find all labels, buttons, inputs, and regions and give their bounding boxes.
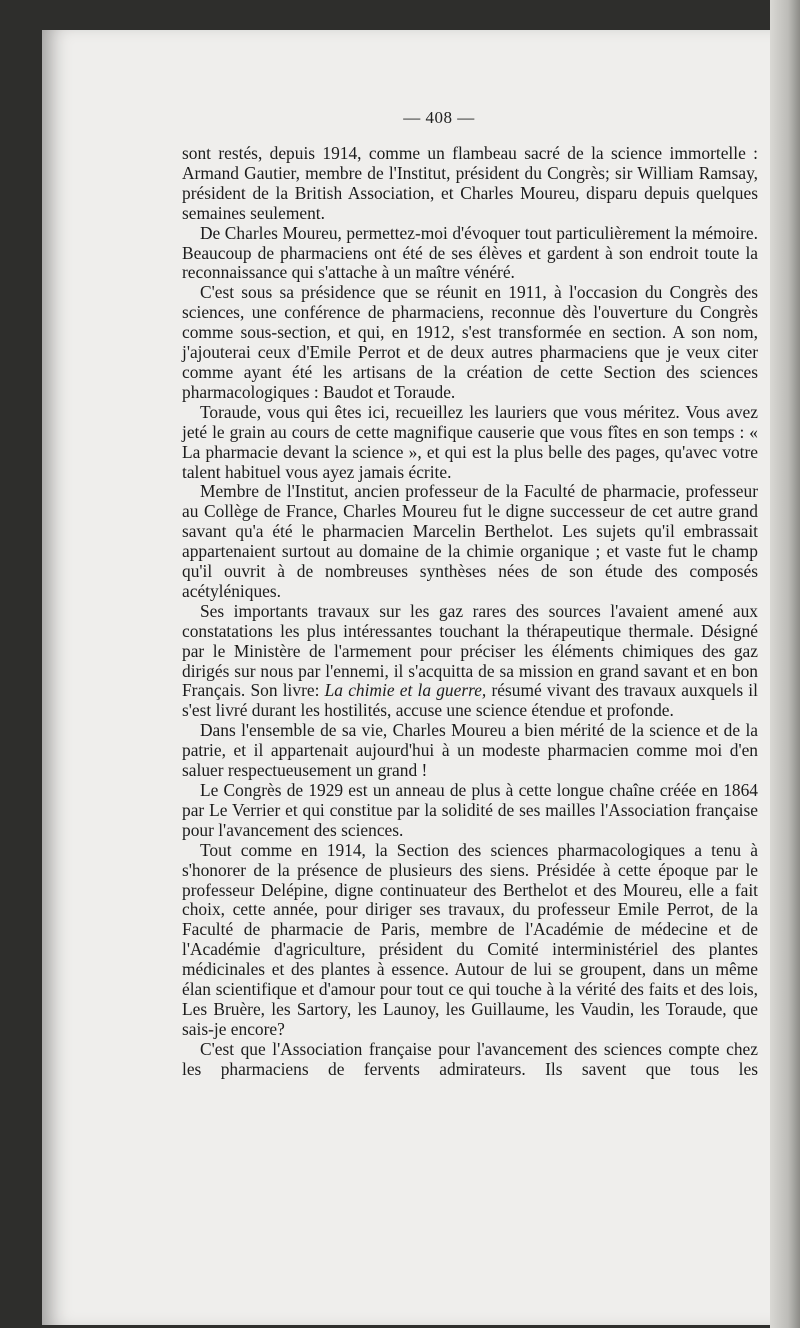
page-number: — 408 — [403,108,475,127]
paragraph-1: sont restés, depuis 1914, comme un flambeau sacré de la science immortelle : Armand Gautier, membre de l'Institut, président du Congrès; sir William Ramsay, président de la British Association, et Charles Moureu, disparu depuis quelques semaines seulement. [182,143,758,223]
paragraph-9: Tout comme en 1914, la Section des sciences pharmacologiques a tenu à s'honorer de la présence de plusieurs des siens. Présidée à cette époque par le professeur Delépine, digne continuateur des Berthelot et des Moureu, elle a fait choix, cette année, pour diriger ses travaux, du professeur Emile Perrot, de la Faculté de pharmacie de Paris, membre de l'Académie de médecine et de l'Académie d'agriculture, président du Comité interministériel des plantes médicinales et des plantes à essence. Autour de lui se groupent, dans un même élan scientifique et d'amour pour tout ce qui touche à la vérité des faits et des lois, Les Bruère, les Sartory, les Launoy, les Guillaume, les Vaudin, les Toraude, que sais-je encore? [182,839,758,1039]
paragraph-8: Le Congrès de 1929 est un anneau de plus à cette longue chaîne créée en 1864 par Le Verrier et qui constitue par la solidité de ses mailles l'Association française pour l'avancement des sciences. [182,780,758,840]
paragraph-5: Membre de l'Institut, ancien professeur de la Faculté de pharmacie, professeur au Collège de France, Charles Moureu fut le digne successeur de cet autre grand savant qu'a été le pharmacien Marcelin Berthelot. Les sujets qu'il embrassait appartenaient surtout au domaine de la chimie organique ; et vaste fut le champ qu'il ouvrit à de nombreuses synthèses nées de son étude des composés acétyléniques. [182,481,758,601]
paragraph-3: C'est sous sa présidence que se réunit en 1911, à l'occasion du Congrès des sciences, une conférence de pharmaciens, reconnue dès l'ouverture du Congrès comme sous-section, et qui, en 1912, s'est transformée en section. A son nom, j'ajouterai ceux d'Emile Perrot et de deux autres pharmaciens que je veux citer comme ayant été les artisans de la création de cette Section des sciences pharmacologiques : Baudot et Toraude. [182,282,758,402]
paragraph-6-start: Ses importants travaux sur les gaz rares des sources l'avaient amené aux constatations les plus intéressantes touchant la thérapeutique thermale. Désigné par le Ministère de l'armement pour préciser les éléments chimiques des gaz dirigés sur nous par l'ennemi, il s'acquitta de sa mission en grand savant et en bon Français. Son livre: [182,600,758,701]
body-text [182,144,758,1080]
paragraph-4: Toraude, vous qui êtes ici, recueillez les lauriers que vous méritez. Vous avez jeté le grain au cours de cette magnifique causerie que vous fîtes en son temps : « La pharmacie devant la science », et qui est la plus belle des pages, qu'avec votre talent habituel vous ayez jamais écrite. [182,401,758,482]
page-edge [770,0,800,1328]
book-title: La chimie et la guerre, [324,680,487,701]
paragraph-6-end: résumé vivant des travaux auxquels il s'est livré durant les hostilités, accuse une science étendue et profonde. [182,680,758,721]
paragraph-10: C'est que l'Association française pour l'avancement des sciences compte chez les pharmaciens de fervents admirateurs. Ils savent que tous les [182,1038,758,1079]
paragraph-2: De Charles Moureu, permettez-moi d'évoquer tout particulièrement la mémoire. Beaucoup de pharmaciens ont été de ses élèves et gardent à son endroit toute la reconnaissance qui s'attache à un maître vénéré. [182,222,758,283]
paragraph-7: Dans l'ensemble de sa vie, Charles Moureu a bien mérité de la science et de la patrie, et il appartenait aujourd'hui à un modeste pharmacien comme moi d'en saluer respectueusement un grand ! [182,720,758,781]
paragraph-6 [182,602,758,721]
